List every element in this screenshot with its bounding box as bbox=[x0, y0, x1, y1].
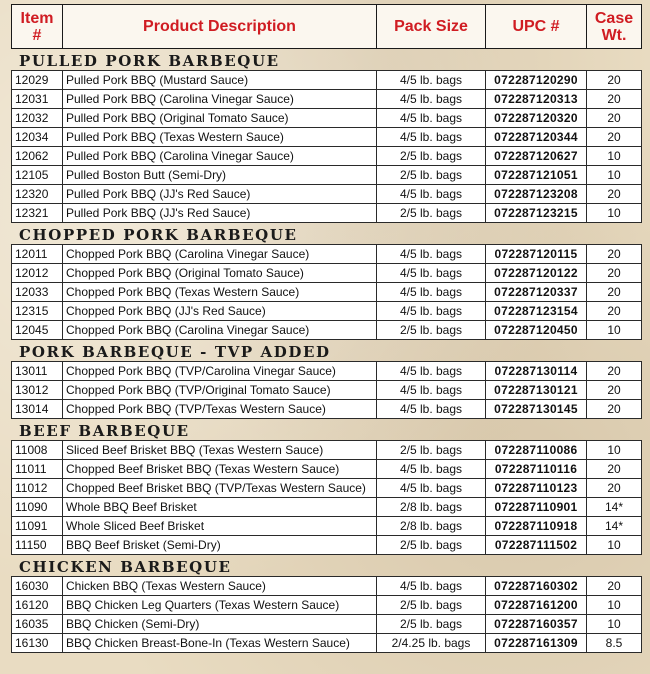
section-title: BEEF BARBEQUE bbox=[19, 422, 190, 440]
description-cell: Pulled Boston Butt (Semi-Dry) bbox=[63, 166, 377, 185]
pack-size-cell: 2/8 lb. bags bbox=[377, 517, 486, 536]
table-row bbox=[12, 498, 642, 517]
item-number-cell: 12315 bbox=[12, 302, 63, 321]
case-weight-cell: 20 bbox=[587, 71, 642, 90]
case-weight-cell: 20 bbox=[587, 400, 642, 419]
description-cell: Pulled Pork BBQ (Carolina Vinegar Sauce) bbox=[63, 147, 377, 166]
pack-size-cell: 4/5 lb. bags bbox=[377, 245, 486, 264]
description-cell: Chopped Pork BBQ (Carolina Vinegar Sauce) bbox=[63, 321, 377, 340]
description-cell: Sliced Beef Brisket BBQ (Texas Western Sauce) bbox=[63, 441, 377, 460]
description-cell: Pulled Pork BBQ (Mustard Sauce) bbox=[63, 71, 377, 90]
upc-cell: 072287110123 bbox=[486, 479, 587, 498]
pack-size-cell: 4/5 lb. bags bbox=[377, 128, 486, 147]
item-number-cell: 11008 bbox=[12, 441, 63, 460]
item-number-cell: 12011 bbox=[12, 245, 63, 264]
table-row bbox=[12, 283, 642, 302]
description-cell: Chopped Pork BBQ (TVP/Texas Western Sauce) bbox=[63, 400, 377, 419]
upc-cell: 072287123215 bbox=[486, 204, 587, 223]
item-number-cell: 12012 bbox=[12, 264, 63, 283]
sections-container bbox=[11, 49, 641, 653]
item-number-cell: 11012 bbox=[12, 479, 63, 498]
case-weight-cell: 8.5 bbox=[587, 634, 642, 653]
description-cell: BBQ Chicken Breast-Bone-In (Texas Western Sauce) bbox=[63, 634, 377, 653]
upc-cell: 072287130114 bbox=[486, 362, 587, 381]
item-number-cell: 13011 bbox=[12, 362, 63, 381]
pack-size-cell: 4/5 lb. bags bbox=[377, 109, 486, 128]
pack-size-cell: 2/5 lb. bags bbox=[377, 536, 486, 555]
pack-size-cell: 2/5 lb. bags bbox=[377, 615, 486, 634]
upc-cell: 072287120313 bbox=[486, 90, 587, 109]
description-cell: Chicken BBQ (Texas Western Sauce) bbox=[63, 577, 377, 596]
description-cell: BBQ Beef Brisket (Semi-Dry) bbox=[63, 536, 377, 555]
pack-size-cell: 2/5 lb. bags bbox=[377, 596, 486, 615]
item-number-cell: 16130 bbox=[12, 634, 63, 653]
item-number-cell: 13014 bbox=[12, 400, 63, 419]
upc-cell: 072287110116 bbox=[486, 460, 587, 479]
case-weight-cell: 20 bbox=[587, 245, 642, 264]
col-header-case-wt-line1: Case bbox=[594, 9, 634, 27]
pack-size-cell: 4/5 lb. bags bbox=[377, 283, 486, 302]
item-number-cell: 12045 bbox=[12, 321, 63, 340]
description-cell: BBQ Chicken Leg Quarters (Texas Western Sauce) bbox=[63, 596, 377, 615]
table-row bbox=[12, 264, 642, 283]
upc-cell: 072287120320 bbox=[486, 109, 587, 128]
section-title: CHOPPED PORK BARBEQUE bbox=[19, 226, 298, 244]
item-number-cell: 11090 bbox=[12, 498, 63, 517]
upc-cell: 072287120122 bbox=[486, 264, 587, 283]
section-table bbox=[11, 576, 642, 653]
upc-cell: 072287120450 bbox=[486, 321, 587, 340]
case-weight-cell: 10 bbox=[587, 204, 642, 223]
section-table bbox=[11, 440, 642, 555]
pack-size-cell: 4/5 lb. bags bbox=[377, 479, 486, 498]
table-row bbox=[12, 147, 642, 166]
case-weight-cell: 10 bbox=[587, 615, 642, 634]
item-number-cell: 12321 bbox=[12, 204, 63, 223]
item-number-cell: 12034 bbox=[12, 128, 63, 147]
description-cell: Pulled Pork BBQ (JJ's Red Sauce) bbox=[63, 185, 377, 204]
upc-cell: 072287130145 bbox=[486, 400, 587, 419]
item-number-cell: 11011 bbox=[12, 460, 63, 479]
upc-cell: 072287160357 bbox=[486, 615, 587, 634]
case-weight-cell: 10 bbox=[587, 536, 642, 555]
table-row bbox=[12, 321, 642, 340]
table-row bbox=[12, 577, 642, 596]
item-number-cell: 11091 bbox=[12, 517, 63, 536]
case-weight-cell: 20 bbox=[587, 479, 642, 498]
item-number-cell: 16120 bbox=[12, 596, 63, 615]
item-number-cell: 12320 bbox=[12, 185, 63, 204]
case-weight-cell: 10 bbox=[587, 596, 642, 615]
description-cell: Chopped Beef Brisket BBQ (TVP/Texas Western Sauce) bbox=[63, 479, 377, 498]
section-table bbox=[11, 361, 642, 419]
table-row bbox=[12, 245, 642, 264]
case-weight-cell: 20 bbox=[587, 460, 642, 479]
description-cell: Pulled Pork BBQ (Texas Western Sauce) bbox=[63, 128, 377, 147]
case-weight-cell: 20 bbox=[587, 283, 642, 302]
table-row bbox=[12, 460, 642, 479]
table-row bbox=[12, 615, 642, 634]
pack-size-cell: 2/8 lb. bags bbox=[377, 498, 486, 517]
pack-size-cell: 4/5 lb. bags bbox=[377, 577, 486, 596]
case-weight-cell: 20 bbox=[587, 381, 642, 400]
description-cell: Whole Sliced Beef Brisket bbox=[63, 517, 377, 536]
upc-cell: 072287130121 bbox=[486, 381, 587, 400]
col-header-pack-size: Pack Size bbox=[377, 5, 486, 49]
description-cell: Chopped Pork BBQ (JJ's Red Sauce) bbox=[63, 302, 377, 321]
case-weight-cell: 10 bbox=[587, 147, 642, 166]
upc-cell: 072287120627 bbox=[486, 147, 587, 166]
col-header-case-wt-line2: Wt. bbox=[601, 26, 627, 44]
table-row bbox=[12, 185, 642, 204]
pack-size-cell: 2/5 lb. bags bbox=[377, 204, 486, 223]
item-number-cell: 16035 bbox=[12, 615, 63, 634]
upc-cell: 072287123208 bbox=[486, 185, 587, 204]
section-title: PORK BARBEQUE - TVP ADDED bbox=[19, 343, 331, 361]
case-weight-cell: 10 bbox=[587, 321, 642, 340]
table-row bbox=[12, 517, 642, 536]
upc-cell: 072287110086 bbox=[486, 441, 587, 460]
pack-size-cell: 2/5 lb. bags bbox=[377, 147, 486, 166]
upc-cell: 072287161309 bbox=[486, 634, 587, 653]
case-weight-cell: 20 bbox=[587, 185, 642, 204]
header-row bbox=[12, 5, 642, 49]
upc-cell: 072287160302 bbox=[486, 577, 587, 596]
pack-size-cell: 4/5 lb. bags bbox=[377, 71, 486, 90]
col-header-description: Product Description bbox=[63, 5, 377, 49]
pack-size-cell: 4/5 lb. bags bbox=[377, 460, 486, 479]
upc-cell: 072287120344 bbox=[486, 128, 587, 147]
upc-cell: 072287123154 bbox=[486, 302, 587, 321]
table-row bbox=[12, 166, 642, 185]
upc-cell: 072287121051 bbox=[486, 166, 587, 185]
col-header-item-line2: # bbox=[32, 26, 42, 44]
table-row bbox=[12, 536, 642, 555]
case-weight-cell: 14* bbox=[587, 498, 642, 517]
item-number-cell: 12105 bbox=[12, 166, 63, 185]
section-title: CHICKEN BARBEQUE bbox=[19, 558, 232, 576]
table-row bbox=[12, 204, 642, 223]
pack-size-cell: 4/5 lb. bags bbox=[377, 302, 486, 321]
pack-size-cell: 4/5 lb. bags bbox=[377, 185, 486, 204]
table-row bbox=[12, 90, 642, 109]
description-cell: Pulled Pork BBQ (Carolina Vinegar Sauce) bbox=[63, 90, 377, 109]
description-cell: Pulled Pork BBQ (JJ's Red Sauce) bbox=[63, 204, 377, 223]
table-row bbox=[12, 381, 642, 400]
table-row bbox=[12, 302, 642, 321]
col-header-item-line1: Item bbox=[20, 9, 54, 27]
description-cell: Chopped Pork BBQ (TVP/Carolina Vinegar Sauce) bbox=[63, 362, 377, 381]
pack-size-cell: 2/5 lb. bags bbox=[377, 321, 486, 340]
pack-size-cell: 2/4.25 lb. bags bbox=[377, 634, 486, 653]
col-header-item bbox=[12, 5, 63, 49]
case-weight-cell: 20 bbox=[587, 362, 642, 381]
col-header-case-wt bbox=[587, 5, 642, 49]
description-cell: Pulled Pork BBQ (Original Tomato Sauce) bbox=[63, 109, 377, 128]
case-weight-cell: 10 bbox=[587, 166, 642, 185]
item-number-cell: 12029 bbox=[12, 71, 63, 90]
pack-size-cell: 2/5 lb. bags bbox=[377, 441, 486, 460]
pack-size-cell: 2/5 lb. bags bbox=[377, 166, 486, 185]
upc-cell: 072287120290 bbox=[486, 71, 587, 90]
section-title: PULLED PORK BARBEQUE bbox=[19, 52, 280, 70]
item-number-cell: 12062 bbox=[12, 147, 63, 166]
table-row bbox=[12, 596, 642, 615]
upc-cell: 072287120337 bbox=[486, 283, 587, 302]
pack-size-cell: 4/5 lb. bags bbox=[377, 362, 486, 381]
pack-size-cell: 4/5 lb. bags bbox=[377, 90, 486, 109]
case-weight-cell: 20 bbox=[587, 302, 642, 321]
table-row bbox=[12, 634, 642, 653]
table-row bbox=[12, 71, 642, 90]
description-cell: Chopped Pork BBQ (Original Tomato Sauce) bbox=[63, 264, 377, 283]
section-table bbox=[11, 70, 642, 223]
table-row bbox=[12, 109, 642, 128]
case-weight-cell: 20 bbox=[587, 90, 642, 109]
item-number-cell: 12032 bbox=[12, 109, 63, 128]
table-row bbox=[12, 479, 642, 498]
description-cell: BBQ Chicken (Semi-Dry) bbox=[63, 615, 377, 634]
case-weight-cell: 20 bbox=[587, 577, 642, 596]
description-cell: Chopped Pork BBQ (Texas Western Sauce) bbox=[63, 283, 377, 302]
section-table bbox=[11, 244, 642, 340]
col-header-upc: UPC # bbox=[486, 5, 587, 49]
item-number-cell: 16030 bbox=[12, 577, 63, 596]
item-number-cell: 12031 bbox=[12, 90, 63, 109]
description-cell: Whole BBQ Beef Brisket bbox=[63, 498, 377, 517]
table-row bbox=[12, 400, 642, 419]
product-catalog bbox=[11, 4, 641, 653]
upc-cell: 072287110918 bbox=[486, 517, 587, 536]
case-weight-cell: 10 bbox=[587, 441, 642, 460]
description-cell: Chopped Pork BBQ (TVP/Original Tomato Sauce) bbox=[63, 381, 377, 400]
description-cell: Chopped Beef Brisket BBQ (Texas Western Sauce) bbox=[63, 460, 377, 479]
header-table bbox=[11, 4, 642, 49]
item-number-cell: 13012 bbox=[12, 381, 63, 400]
upc-cell: 072287120115 bbox=[486, 245, 587, 264]
table-row bbox=[12, 128, 642, 147]
upc-cell: 072287111502 bbox=[486, 536, 587, 555]
case-weight-cell: 20 bbox=[587, 264, 642, 283]
case-weight-cell: 14* bbox=[587, 517, 642, 536]
pack-size-cell: 4/5 lb. bags bbox=[377, 381, 486, 400]
upc-cell: 072287110901 bbox=[486, 498, 587, 517]
table-row bbox=[12, 362, 642, 381]
case-weight-cell: 20 bbox=[587, 109, 642, 128]
description-cell: Chopped Pork BBQ (Carolina Vinegar Sauce) bbox=[63, 245, 377, 264]
case-weight-cell: 20 bbox=[587, 128, 642, 147]
pack-size-cell: 4/5 lb. bags bbox=[377, 400, 486, 419]
item-number-cell: 12033 bbox=[12, 283, 63, 302]
table-row bbox=[12, 441, 642, 460]
item-number-cell: 11150 bbox=[12, 536, 63, 555]
pack-size-cell: 4/5 lb. bags bbox=[377, 264, 486, 283]
upc-cell: 072287161200 bbox=[486, 596, 587, 615]
